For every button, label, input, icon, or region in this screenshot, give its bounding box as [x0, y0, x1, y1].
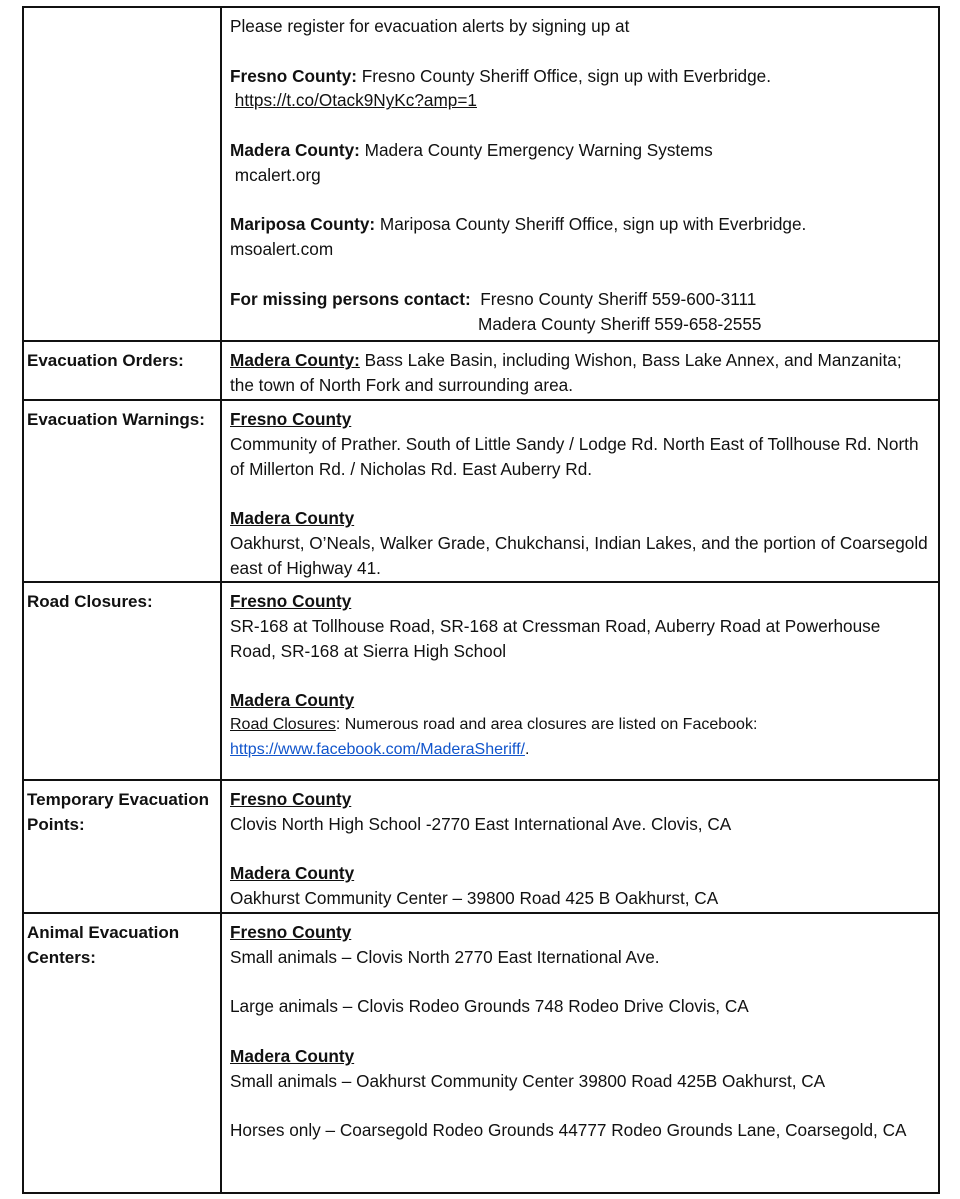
closures-madera-sub: Road Closures: [230, 715, 336, 733]
closures-madera-text: : Numerous road and area closures are listed on Facebook:: [335, 715, 758, 733]
animals-fresno-head: Fresno County: [230, 922, 352, 942]
evacuation-orders-text: [230, 348, 930, 398]
facebook-link[interactable]: https://www.facebook.com/MaderaSheriff/: [230, 740, 525, 758]
evacuation-orders-content: [222, 342, 938, 399]
evacuation-warnings-content: [222, 401, 938, 581]
missing-persons-fresno: Fresno County Sheriff 559-600-3111: [480, 288, 757, 309]
animals-madera-horses: Horses only – Coarsegold Rodeo Grounds 44777 Rodeo Grounds Lane, Coarsegold, CA: [230, 1120, 907, 1141]
evacuation-warnings-row: [24, 401, 938, 583]
animals-madera-small: Small animals – Oakhurst Community Center 39800 Road 425B Oakhurst, CA: [230, 1070, 826, 1091]
animals-madera-head: Madera County: [230, 1045, 355, 1066]
missing-persons-label: For missing persons contact:: [230, 288, 471, 309]
mariposa-alert-link[interactable]: msoalert.com: [230, 239, 334, 260]
temporary-evacuation-points-row: [24, 781, 938, 914]
animals-fresno-small: Small animals – Clovis North 2770 East Iternational Ave.: [230, 946, 660, 967]
warnings-fresno-text: Community of Prather. South of Little Sandy / Lodge Rd. North East of Tollhouse Rd. North of Millerton Rd. / Nicholas Rd. East Auberry Rd.: [230, 433, 919, 479]
evacuation-orders-label: Evacuation Orders:: [24, 342, 222, 399]
info-table: [22, 6, 940, 1194]
alerts-intro: Please register for evacuation alerts by signing up at: [230, 16, 630, 36]
missing-persons-madera: Madera County Sheriff 559-658-2555: [478, 313, 762, 334]
missing-persons-line: [230, 287, 930, 312]
evacuation-orders-county: Madera County:: [230, 350, 360, 370]
madera-alert-link[interactable]: mcalert.org: [234, 164, 321, 185]
fresno-alert-link-line: [230, 88, 930, 113]
fresno-alert-label: Fresno County:: [230, 65, 357, 86]
closures-fresno-head: Fresno County: [230, 591, 352, 611]
warnings-madera-head: Madera County: [230, 508, 355, 529]
madera-alert-label: Madera County:: [230, 139, 360, 160]
closures-madera-head: Madera County: [230, 690, 355, 711]
mariposa-alert-line: [230, 212, 930, 237]
temporary-evacuation-points-label: Temporary Evacuation Points:: [24, 781, 222, 912]
animals-fresno-large: Large animals – Clovis Rodeo Grounds 748 Rodeo Drive Clovis, CA: [230, 996, 749, 1017]
alerts-content-cell: [222, 8, 938, 340]
points-madera-head: Madera County: [230, 863, 355, 884]
points-madera-text: Oakhurst Community Center – 39800 Road 425 B Oakhurst, CA: [230, 888, 719, 909]
animal-evacuation-centers-row: [24, 914, 938, 1192]
fresno-alert-line: [230, 64, 930, 89]
fresno-alert-text: Fresno County Sheriff Office, sign up with Everbridge.: [357, 65, 771, 86]
madera-alert-text: Madera County Emergency Warning Systems: [359, 139, 713, 160]
animal-evacuation-centers-content: [222, 914, 938, 1192]
alerts-row: [24, 8, 938, 342]
points-fresno-head: Fresno County: [230, 789, 352, 809]
closures-madera-line: [230, 713, 930, 738]
facebook-link-suffix: .: [524, 740, 530, 758]
warnings-madera-text: Oakhurst, O’Neals, Walker Grade, Chukchansi, Indian Lakes, and the portion of Coarsegold east of Highway 41.: [230, 532, 928, 578]
closures-madera-link-line: [230, 738, 930, 763]
madera-alert-line: [230, 138, 930, 163]
fresno-alert-link[interactable]: https://t.co/Otack9NyKc?amp=1: [234, 90, 477, 111]
temporary-evacuation-points-content: [222, 781, 938, 912]
mariposa-alert-text: Mariposa County Sheriff Office, sign up with Everbridge.: [375, 214, 807, 235]
warnings-fresno-head: Fresno County: [230, 409, 352, 429]
evacuation-warnings-label: Evacuation Warnings:: [24, 401, 222, 581]
road-closures-row: [24, 583, 938, 781]
closures-fresno-text: SR-168 at Tollhouse Road, SR-168 at Cressman Road, Auberry Road at Powerhouse Road, SR-168 at Sierra High School: [230, 615, 881, 661]
road-closures-label: Road Closures:: [24, 583, 222, 779]
evacuation-orders-row: [24, 342, 938, 401]
road-closures-content: [222, 583, 938, 779]
mariposa-alert-label: Mariposa County:: [230, 214, 376, 235]
points-fresno-text: Clovis North High School -2770 East International Ave. Clovis, CA: [230, 813, 732, 834]
evacuation-orders-detail: Bass Lake Basin, including Wishon, Bass Lake Annex, and Manzanita; the town of North Fork and surrounding area.: [230, 350, 902, 395]
alerts-label-cell: [24, 8, 222, 340]
animal-evacuation-centers-label: Animal Evacuation Centers:: [24, 914, 222, 1192]
madera-alert-link-line: [230, 163, 930, 188]
